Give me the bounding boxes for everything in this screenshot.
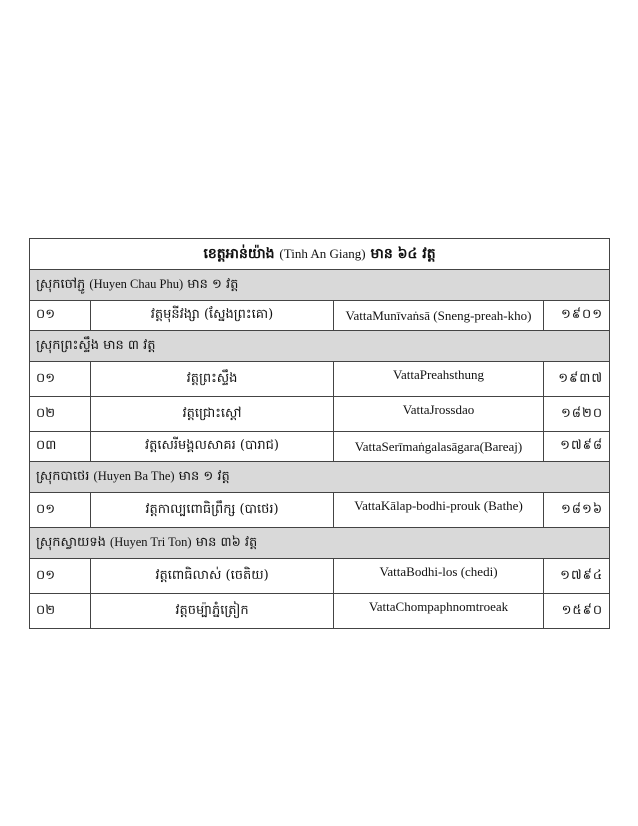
temple-latin-name: VattaMunīvaṅsā (Sneng-preah-kho) [334,301,544,331]
district-latin-name: (Huyen Ba The) [93,468,175,483]
temple-khmer-name: វត្តជ្រោះស្ដៅ [91,397,334,432]
founded-year: ១៧៩៤ [544,559,610,594]
district-latin-name: (Huyen Chau Phu) [89,276,184,291]
province-khmer-name: ខេត្តអាន់យ៉ាង [203,245,275,262]
province-latin-name: (Tinh An Giang) [279,245,366,261]
district-khmer-name: ស្រុកចៅភ្ជូ [36,276,86,292]
table-row [30,362,610,397]
district-header-row [30,462,610,493]
temple-khmer-name: វត្តមុនីវង្សា (ស្នែងព្រះគោ) [91,301,334,331]
district-temple-count: មាន ៣ វត្ត [103,337,156,353]
row-number: ០៣ [30,432,91,462]
district-header [30,528,610,559]
founded-year: ១៨២០ [544,397,610,432]
district-header-row [30,528,610,559]
district-header [30,462,610,493]
district-temple-count: មាន ១ វត្ត [178,468,230,484]
founded-year: ១៩០១ [544,301,610,331]
row-number: ០១ [30,559,91,594]
table-row [30,493,610,528]
table-row [30,397,610,432]
province-temple-count: មាន ៦៤ វត្ត [370,245,436,262]
district-latin-name: (Huyen Tri Ton) [110,534,192,549]
temple-latin-name: VattaBodhi-los (chedi) [334,559,544,594]
temple-khmer-name: វត្តកាល្បពោធិព្រឹក្ស (បាថេរ) [91,493,334,528]
temple-latin-name: VattaChompaphnomtroeak [334,594,544,629]
row-number: ០១ [30,493,91,528]
district-khmer-name: ស្រុកព្រះស្ទឹង [36,337,99,353]
district-header-row [30,270,610,301]
district-header [30,270,610,301]
row-number: ០២ [30,397,91,432]
temple-latin-name: VattaKālap-bodhi-prouk (Bathe) [334,493,544,528]
temple-khmer-name: វត្តព្រះស្ទឹង [91,362,334,397]
district-temple-count: មាន ១ វត្ត [187,276,239,292]
district-header-row [30,331,610,362]
table-title [30,239,610,270]
founded-year: ១៥៩០ [544,594,610,629]
table-row [30,594,610,629]
table-row [30,432,610,462]
district-header [30,331,610,362]
district-khmer-name: ស្រុកស្វាយទង [36,534,106,550]
temple-khmer-name: វត្តចម្ប៉ាភ្នំត្រៀក [91,594,334,629]
district-temple-count: មាន ៣៦ វត្ត [195,534,258,550]
founded-year: ១៨១៦ [544,493,610,528]
founded-year: ១៩៣៧ [544,362,610,397]
founded-year: ១៧៩៨ [544,432,610,462]
row-number: ០១ [30,301,91,331]
district-khmer-name: ស្រុកបាថេរ [36,468,90,484]
temple-list-table [29,238,610,629]
temple-khmer-name: វត្តពោធិលាស់ (ចេតិយ) [91,559,334,594]
temple-khmer-name: វត្តសេរីមង្គលសាគរ (បារាជ) [91,432,334,462]
row-number: ០១ [30,362,91,397]
temple-latin-name: VattaJrossdao [334,397,544,432]
row-number: ០២ [30,594,91,629]
table-row [30,301,610,331]
table-row [30,559,610,594]
temple-latin-name: VattaPreahsthung [334,362,544,397]
table-title-row [30,239,610,270]
temple-latin-name: VattaSerīmaṅgalasāgara(Bareaj) [334,432,544,462]
